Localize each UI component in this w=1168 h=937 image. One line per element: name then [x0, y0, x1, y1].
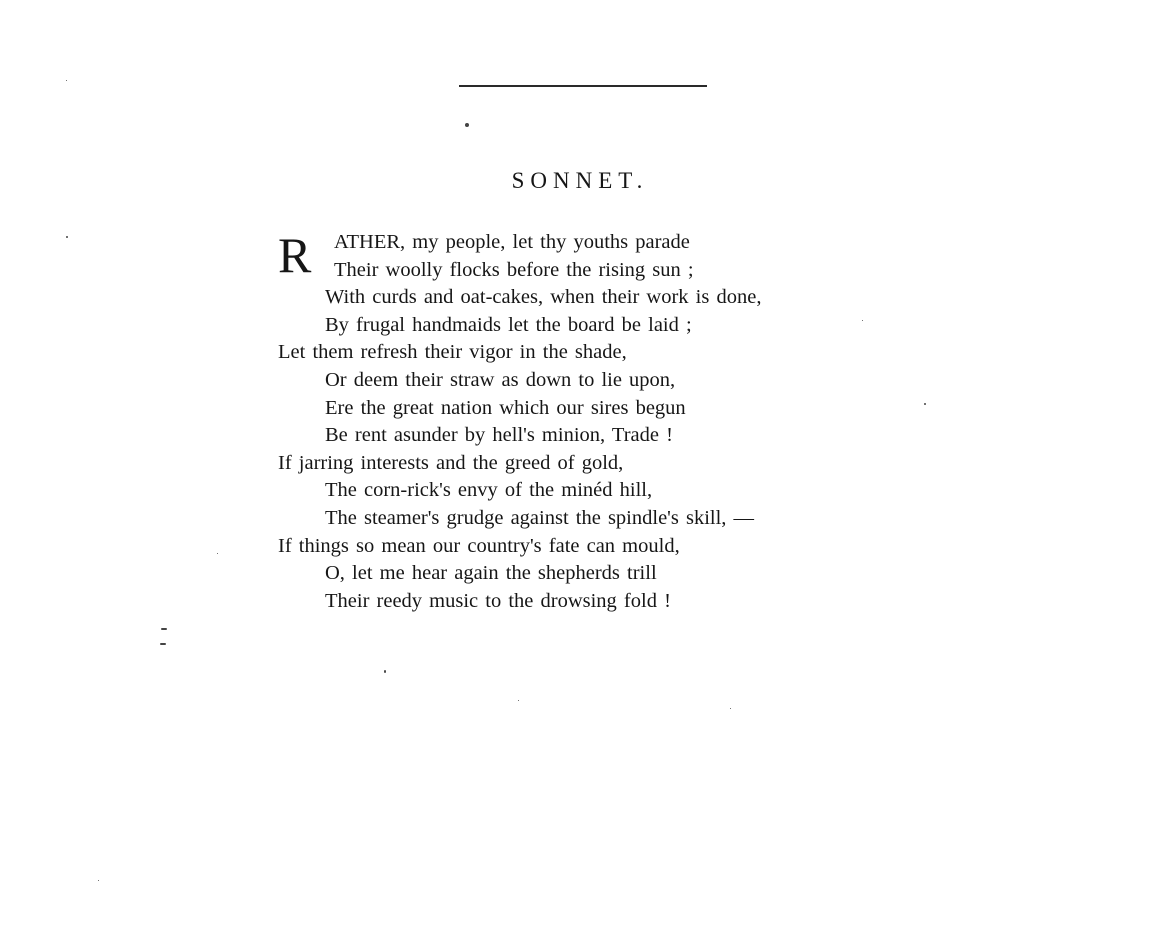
poem-line: If jarring interests and the greed of gold,	[278, 451, 624, 474]
ornamental-rule	[459, 85, 707, 87]
print-speck	[217, 553, 218, 554]
print-speck	[924, 403, 926, 405]
print-speck	[160, 643, 166, 645]
poem-line: By frugal handmaids let the board be laid ;	[325, 313, 692, 336]
print-speck	[161, 628, 167, 630]
print-speck	[730, 708, 731, 709]
poem-line: O, let me hear again the shepherds trill	[325, 562, 657, 585]
poem-line: Their woolly flocks before the rising sun ;	[334, 258, 694, 281]
drop-cap: R	[278, 227, 312, 283]
print-speck	[518, 700, 519, 701]
poem-line: The steamer's grudge against the spindle's skill, —	[325, 506, 755, 529]
poem-line: With curds and oat-cakes, when their work is done,	[325, 286, 762, 309]
poem-line: Ere the great nation which our sires begun	[325, 396, 686, 419]
print-speck	[465, 123, 469, 127]
print-speck	[98, 880, 99, 881]
print-speck	[862, 320, 863, 321]
poem-title: SONNET.	[511, 168, 649, 193]
poem-line: ATHER, my people, let thy youths parade	[334, 231, 690, 253]
poem-line: Be rent asunder by hell's minion, Trade !	[325, 424, 673, 447]
print-speck	[66, 236, 68, 238]
poem-lines	[278, 229, 761, 615]
poem-line: Let them refresh their vigor in the shade,	[278, 341, 627, 364]
poem-line: Their reedy music to the drowsing fold !	[325, 589, 671, 612]
print-speck	[384, 670, 386, 673]
poem-line: Or deem their straw as down to lie upon,	[325, 368, 676, 391]
poem-line: The corn-rick's envy of the minéd hill,	[325, 479, 653, 502]
poem-body	[278, 229, 761, 615]
print-speck	[66, 80, 67, 81]
poem-line: If things so mean our country's fate can mould,	[278, 534, 680, 557]
